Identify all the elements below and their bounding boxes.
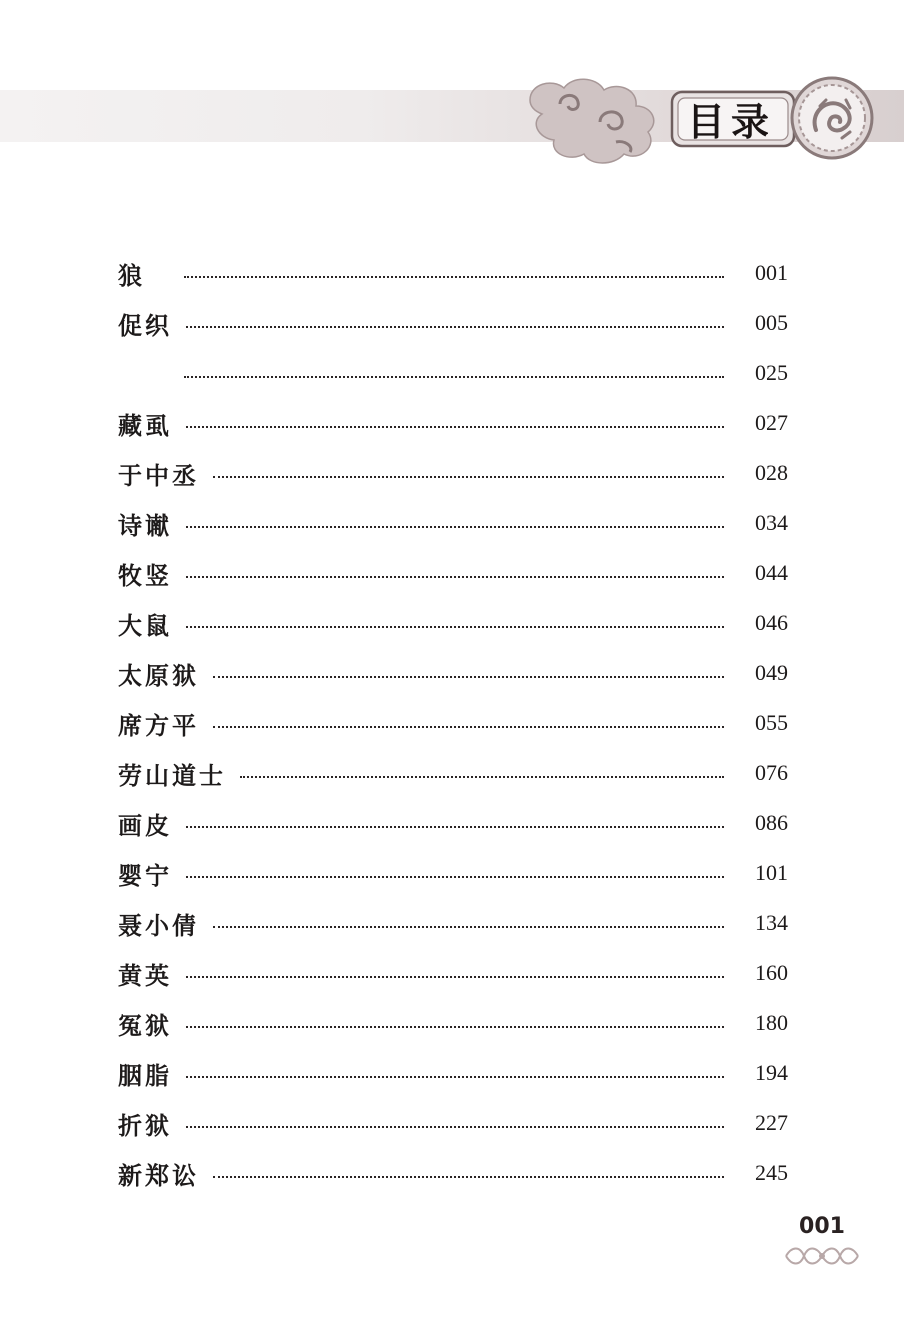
toc-entry[interactable] [118,348,788,398]
toc-entry-page: 134 [755,910,788,935]
toc-entry[interactable] [118,248,788,298]
knot-ornament-icon [782,1244,862,1268]
dot-leader [186,1126,724,1128]
toc-entry[interactable] [118,998,788,1048]
toc-entry-page: 076 [755,760,788,785]
toc-entry-page: 055 [755,710,788,735]
toc-entry-title: 藏虱 [118,410,172,440]
toc-entry[interactable] [118,648,788,698]
toc-entry[interactable] [118,898,788,948]
toc-entry-title: 牧竖 [118,560,172,590]
toc-entry-page: 194 [755,1060,788,1085]
toc-entry-title: 新郑讼 [118,1160,199,1190]
toc-entry-title: 诗谳 [118,510,172,540]
toc-entry[interactable] [118,698,788,748]
toc-entry-title: 折狱 [118,1110,172,1140]
toc-entry-title: 画皮 [118,810,172,840]
page-number: 001 [799,1214,845,1239]
toc-entry-title: 婴宁 [118,860,172,890]
toc-entry[interactable] [118,398,788,448]
dot-leader [213,1176,724,1178]
toc-entry[interactable] [118,798,788,848]
dot-leader [213,926,724,928]
dot-leader [213,676,724,678]
toc-entry-page: 245 [755,1160,788,1185]
toc-entry-title: 大鼠 [118,610,172,640]
dot-leader [186,426,724,428]
toc-entry-title: 太原狱 [118,660,199,690]
toc-entry-title: 席方平 [118,710,199,740]
toc-entry-page: 034 [755,510,788,535]
table-of-contents [118,248,788,1198]
page-title: 目录 [686,99,775,144]
dot-leader [186,626,724,628]
toc-entry-page: 227 [755,1110,788,1135]
toc-entry-page: 044 [755,560,788,585]
toc-entry-title: 于中丞 [118,460,199,490]
toc-entry-title: 黄英 [118,960,172,990]
toc-entry-page: 028 [755,460,788,485]
toc-entry[interactable] [118,598,788,648]
toc-entry[interactable] [118,1048,788,1098]
toc-entry-page: 160 [755,960,788,985]
toc-entry-page: 005 [755,310,788,335]
toc-entry-page: 086 [755,810,788,835]
toc-entry-title: 聂小倩 [118,910,199,940]
toc-entry-page: 027 [755,410,788,435]
toc-entry-title: 劳山道士 [118,760,226,790]
toc-entry-page: 180 [755,1010,788,1035]
dot-leader [186,526,724,528]
toc-entry-page: 046 [755,610,788,635]
dot-leader [186,576,724,578]
toc-entry-page: 101 [755,860,788,885]
dot-leader [186,1076,724,1078]
toc-entry[interactable] [118,298,788,348]
toc-entry[interactable] [118,1148,788,1198]
toc-entry-page: 025 [755,360,788,385]
dot-leader [184,376,724,378]
toc-entry-title: 胭脂 [118,1060,172,1090]
dot-leader [213,476,724,478]
toc-entry[interactable] [118,948,788,998]
dot-leader [184,276,724,278]
dot-leader [213,726,724,728]
dot-leader [186,826,724,828]
toc-entry-title: 狼 [118,260,145,290]
toc-entry-title: 促织 [118,310,172,340]
toc-entry[interactable] [118,848,788,898]
toc-entry[interactable] [118,1098,788,1148]
toc-entry-title: 冤狱 [118,1010,172,1040]
dot-leader [186,1026,724,1028]
toc-entry[interactable] [118,748,788,798]
toc-entry-page: 001 [755,260,788,285]
toc-entry[interactable] [118,448,788,498]
dot-leader [186,326,724,328]
dot-leader [240,776,724,778]
toc-entry-page: 049 [755,660,788,685]
toc-entry[interactable] [118,548,788,598]
dot-leader [186,976,724,978]
dot-leader [186,876,724,878]
toc-entry[interactable] [118,498,788,548]
